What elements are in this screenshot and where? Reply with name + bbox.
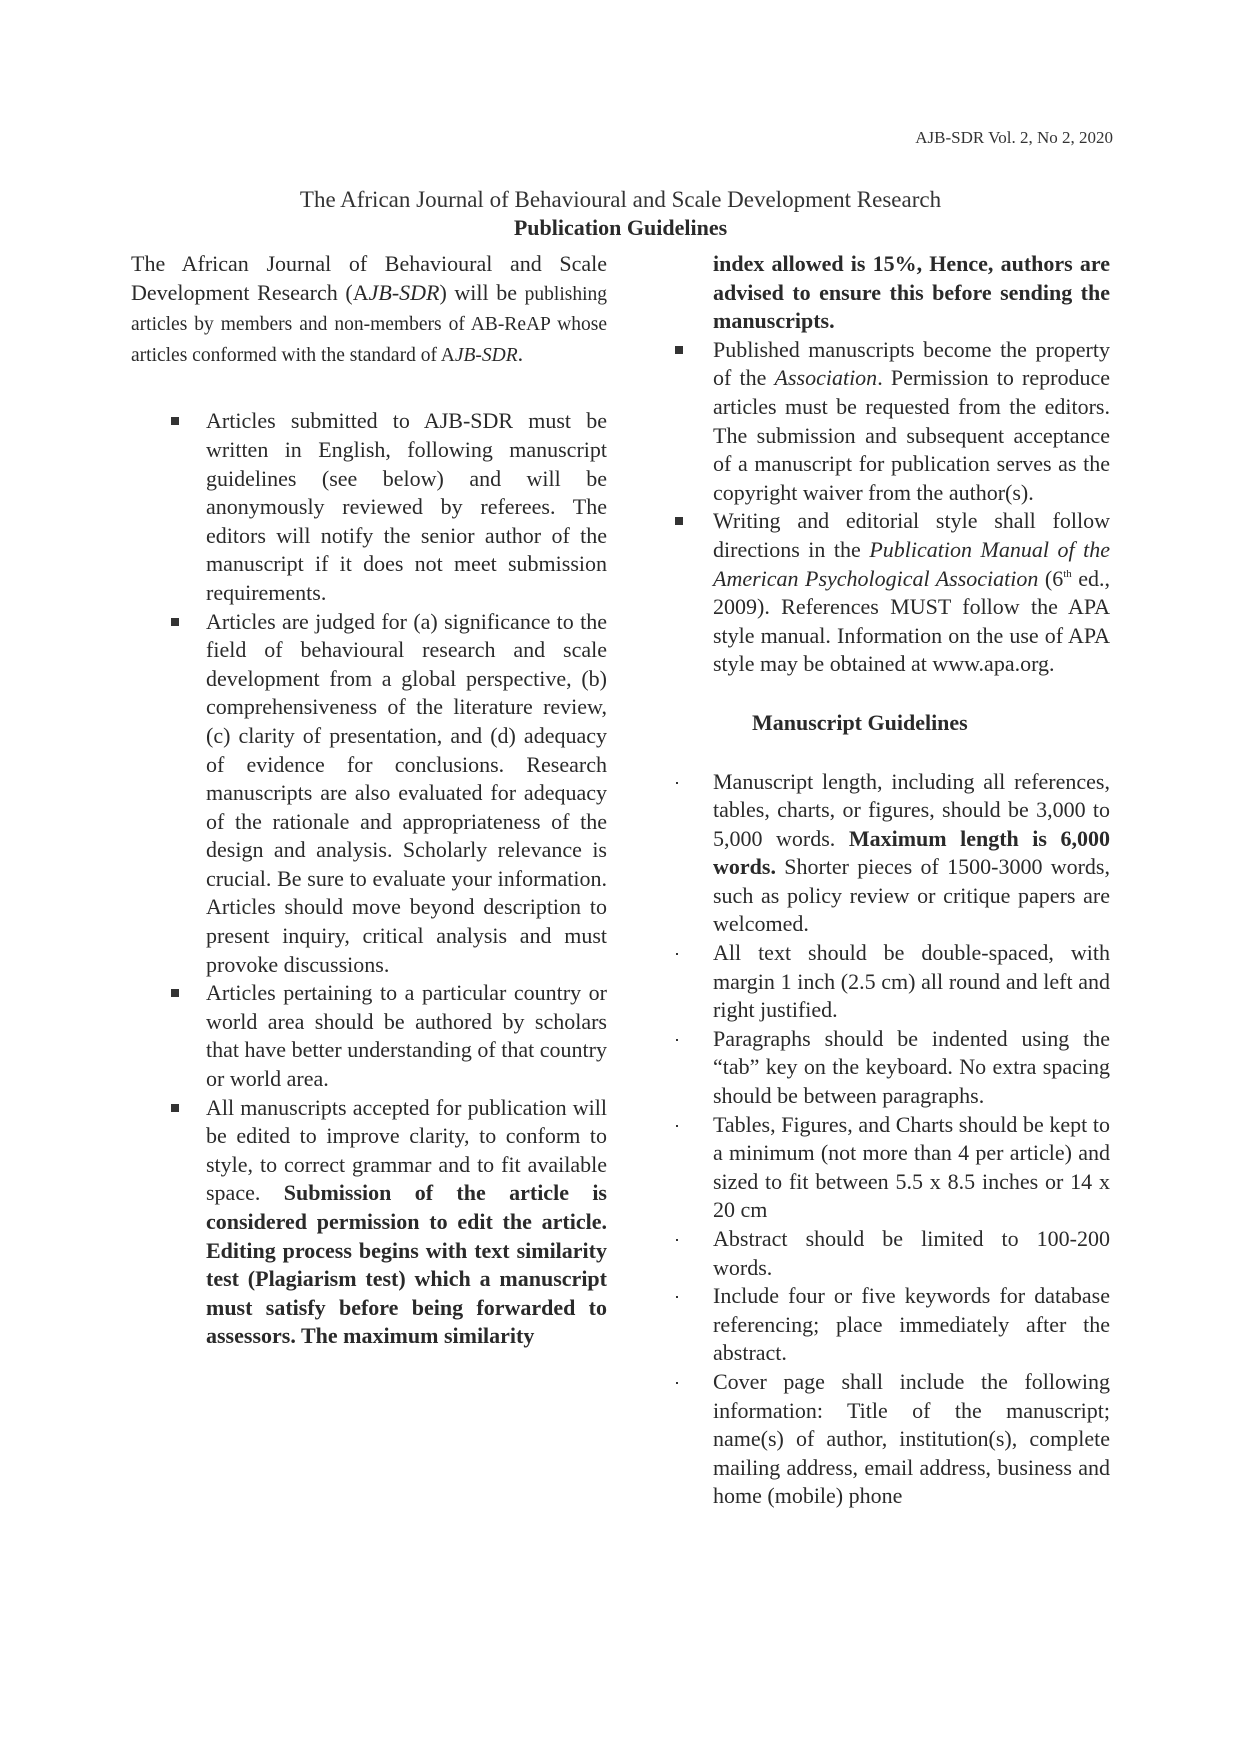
list-item-text: Articles pertaining to a particular country or world area should be authored by scholars that have better understanding of that country or world area. [206, 980, 607, 1092]
list-item [131, 407, 607, 607]
list-item-text: Abstract should be limited to 100-200 words. [713, 1226, 1110, 1280]
intro-paragraph [131, 250, 607, 370]
section-title: Publication Guidelines [513, 215, 728, 240]
list-item [666, 1368, 1110, 1511]
list-item-text: Include four or five keywords for database referencing; place immediately after the abstract. [713, 1283, 1110, 1366]
list-item [666, 336, 1110, 508]
list-item-bold-text: Submission of the article is considered permission to edit the article. Editing process begins with text similarity test (Plagiarism test) which a manuscript must satisfy before being forwarded to assessors. The maximum similarity [206, 1180, 607, 1349]
dot-bullet-icon [676, 953, 678, 955]
list-item [666, 1111, 1110, 1225]
manuscript-guidelines-heading: Manuscript Guidelines [752, 709, 968, 735]
intro-text: The African Journal of Behavioural and Scale Development Research (A [131, 251, 607, 305]
list-item [131, 608, 607, 980]
list-item-text: All manuscripts accepted for publication will be edited to improve clarity, to conform to style, to correct grammar and to fit available space. [206, 1094, 607, 1206]
square-bullet-icon [171, 618, 179, 626]
dot-bullet-icon [676, 1239, 678, 1241]
dot-bullet-icon [676, 1296, 678, 1298]
square-bullet-icon [171, 989, 179, 997]
dot-bullet-icon [676, 1382, 678, 1384]
submission-policy-list [131, 407, 607, 1351]
intro-end: . [517, 340, 524, 366]
list-item [666, 1225, 1110, 1282]
running-head: AJB-SDR Vol. 2, No 2, 2020 [915, 128, 1113, 147]
dot-bullet-icon [676, 782, 678, 784]
list-item-text: Cover page shall include the following information: Title of the manuscript; name(s) of author, institution(s), complete mailing address, email address, business and home (mobile) phone [713, 1368, 1110, 1509]
list-item-italic: Publication Manual of the American Psychological Association [713, 536, 1110, 591]
list-item-text: Articles are judged for (a) significance to the field of behavioural research and scale development from a global perspective, (b) comprehensiveness of the literature review, (c) clarity of presentation, and (d) adequacy of evidence for conclusions. Research manuscripts are also evaluated for adequacy of the rationale and appropriateness of the design and analysis. Scholarly relevance is crucial. Be sure to evaluate your information. Articles should move beyond description to present inquiry, critical analysis and must provoke discussions. [206, 608, 607, 977]
intro-text-small: publishing articles by members and non-members of AB-ReAP whose articles conformed with the standard of A [131, 283, 607, 366]
left-column [131, 250, 607, 1351]
square-bullet-icon [171, 1104, 179, 1112]
list-item [666, 507, 1110, 679]
square-bullet-icon [675, 517, 683, 525]
list-item-text: Writing and editorial style shall follow directions in the [713, 508, 1110, 562]
list-item-text: Paragraphs should be indented using the “tab” key on the keyboard. No extra spacing should be between paragraphs. [713, 1025, 1110, 1109]
list-item-italic: Association [774, 365, 878, 391]
right-column [666, 250, 1110, 1511]
list-item-text: Tables, Figures, and Charts should be kept to a minimum (not more than 4 per article) and sized to fit between 5.5 x 8.5 inches or 14 x 20 cm [713, 1111, 1110, 1223]
journal-abbr: JB-SDR [368, 279, 440, 305]
list-item-text: Published manuscripts become the property of the [713, 336, 1110, 391]
dot-bullet-icon [676, 1039, 678, 1041]
list-item [666, 1282, 1110, 1368]
list-item-bold-text: Maximum length is 6,000 words. [713, 825, 1110, 880]
list-item-text: All text should be double-spaced, with margin 1 inch (2.5 cm) all round and left and right justified. [713, 940, 1110, 1023]
journal-abbr: JB-SDR [454, 344, 518, 366]
list-item-text: Manuscript length, including all references, tables, charts, or figures, should be 3,000 to 5,000 words. [713, 768, 1110, 851]
superscript: th [1063, 567, 1072, 580]
square-bullet-icon [171, 417, 179, 425]
list-item-text: Shorter pieces of 1500-3000 words, such as policy review or critique papers are welcomed. [713, 854, 1110, 937]
manuscript-guidelines-list [666, 768, 1110, 1511]
list-item-text: (6 [1038, 565, 1064, 591]
journal-title: The African Journal of Behavioural and Scale Development Research [299, 187, 942, 212]
list-item [666, 1025, 1110, 1111]
list-item-text: . Permission to reproduce articles must be requested from the editors. The submission and subsequent acceptance of a manuscript for publication serves as the copyright waiver from the author(s). [713, 365, 1110, 505]
list-item [666, 768, 1110, 940]
list-item [131, 1094, 607, 1351]
dot-bullet-icon [676, 1125, 678, 1127]
carryover-bold-text: index allowed is 15%, Hence, authors are advised to ensure this before sending the manuscripts. [713, 251, 1110, 334]
list-item-text: Articles submitted to AJB-SDR must be written in English, following manuscript guidelines (see below) and will be anonymously reviewed by referees. The editors will notify the senior author of the manuscript if it does not meet submission requirements. [206, 408, 607, 605]
square-bullet-icon [675, 346, 683, 354]
list-item-text: ed., 2009). References MUST follow the APA style manual. Information on the use of APA style may be obtained at www.apa.org. [713, 565, 1111, 677]
intro-text: ) will be [439, 279, 525, 305]
policy-list-continued [666, 336, 1110, 679]
list-item [666, 939, 1110, 1025]
list-item [131, 979, 607, 1093]
